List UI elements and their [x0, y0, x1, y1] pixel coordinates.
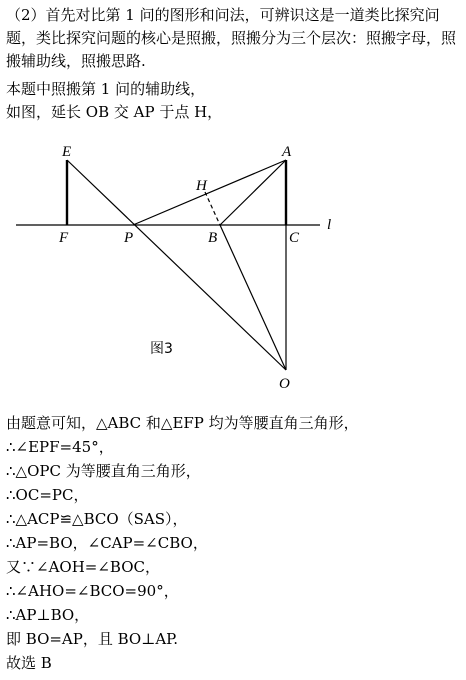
label-F: F [59, 230, 69, 246]
figure-caption: 图3 [150, 341, 173, 357]
proof-line: 由题意可知，△ABC 和△EFP 均为等腰直角三角形， [6, 414, 359, 432]
proof-line: ∴AP⊥BO， [6, 606, 90, 624]
proof-line: ∴∠AHO=∠BCO=90°， [6, 582, 179, 600]
segment-HB-dashed [205, 192, 220, 225]
proof-line: ∴△ACP≌△BCO（SAS）， [6, 510, 188, 528]
label-l: l [327, 217, 332, 233]
proof-line: 又∵∠AOH=∠BOC， [6, 558, 160, 576]
segment-AB [220, 160, 286, 225]
intro-line-1: 本题中照搬第 1 问的辅助线， [6, 80, 206, 98]
intro-paragraph: （2）首先对比第 1 问的图形和问法，可辨识这是一道类比探究问题，类比探究问题的核心是照搬，照搬分为三个层次：照搬字母，照搬辅助线，照搬思路. [6, 6, 457, 70]
label-E: E [62, 144, 72, 160]
label-C: C [289, 230, 300, 246]
label-A: A [282, 144, 292, 160]
proof-line: ∴AP=BO，∠CAP=∠CBO， [6, 534, 208, 552]
label-O: O [279, 376, 290, 392]
proof-line: 故选 B [6, 654, 52, 672]
geometry-figure [0, 138, 466, 400]
label-H: H [196, 178, 207, 194]
segment-PA [133, 160, 286, 225]
proof-line: 即 BO=AP，且 BO⊥AP. [6, 630, 178, 648]
label-B: B [208, 230, 218, 246]
proof-line: ∴∠EPF=45°， [6, 438, 114, 456]
intro-line-2: 如图，延长 OB 交 AP 于点 H， [6, 103, 223, 121]
proof-line: ∴OC=PC， [6, 486, 89, 504]
proof-line: ∴△OPC 为等腰直角三角形， [6, 462, 201, 480]
segment-EO [67, 160, 286, 370]
label-P: P [124, 230, 134, 246]
segment-BO [220, 225, 286, 370]
